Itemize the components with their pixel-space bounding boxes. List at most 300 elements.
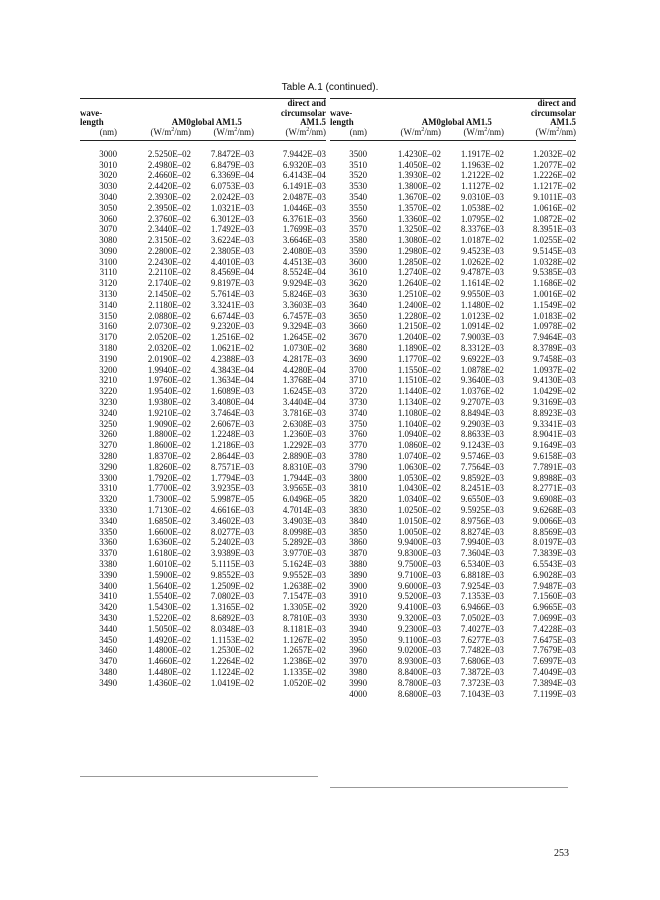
table-row — [80, 332, 326, 343]
cell-global: 9.3640E–03 — [460, 375, 504, 386]
cell-am0: 2.3150E–02 — [147, 235, 191, 246]
cell-wavelength: 3870 — [349, 548, 367, 559]
table-row — [80, 527, 326, 538]
cell-am0: 1.4050E–02 — [397, 159, 441, 170]
cell-direct: 9.1011E–03 — [533, 191, 576, 202]
cell-global: 7.6277E–03 — [460, 634, 504, 645]
cell-global: 8.8274E–03 — [460, 526, 504, 537]
cell-am0: 1.9210E–02 — [147, 407, 191, 418]
table-bottom-rule-right — [330, 787, 568, 788]
cell-am0: 1.5900E–02 — [147, 569, 191, 580]
table-row — [80, 505, 326, 516]
cell-am0: 1.8800E–02 — [147, 429, 191, 440]
table-row — [330, 559, 576, 570]
cell-global: 3.7464E–03 — [210, 407, 254, 418]
table-row — [80, 149, 326, 160]
cell-wavelength: 3170 — [99, 332, 117, 343]
table-row — [330, 570, 576, 581]
cell-direct: 1.2292E–03 — [282, 440, 326, 451]
cell-direct: 9.0066E–03 — [532, 515, 576, 526]
cell-global: 9.2903E–03 — [460, 418, 504, 429]
cell-direct: 9.9294E–03 — [282, 278, 326, 289]
cell-global: 1.0878E–02 — [460, 364, 504, 375]
table-row — [330, 354, 576, 365]
cell-wavelength: 3650 — [349, 310, 367, 321]
unit-wavelength: (nm) — [80, 128, 117, 141]
cell-direct: 1.0937E–02 — [532, 364, 576, 375]
table-row — [330, 149, 576, 160]
cell-global: 9.6550E–03 — [460, 494, 504, 505]
cell-global: 7.8472E–03 — [210, 148, 254, 159]
cell-direct: 8.8923E–03 — [532, 407, 576, 418]
cell-wavelength: 3160 — [99, 321, 117, 332]
cell-direct: 3.6646E–03 — [282, 235, 326, 246]
table-row — [330, 440, 576, 451]
table-row — [80, 386, 326, 397]
cell-direct: 5.1624E–03 — [282, 559, 326, 569]
cell-global: 1.3165E–02 — [210, 602, 254, 613]
data-table-left — [80, 98, 326, 689]
cell-wavelength: 3290 — [99, 461, 117, 472]
cell-global: 6.9466E–03 — [460, 602, 504, 613]
cell-global: 7.9254E–03 — [460, 580, 504, 591]
cell-wavelength: 3310 — [99, 483, 117, 494]
cell-global: 9.6922E–03 — [460, 353, 504, 364]
cell-am0: 9.5200E–03 — [397, 591, 441, 602]
cell-am0: 1.1510E–02 — [397, 375, 441, 386]
table-row — [80, 257, 326, 268]
table-bottom-rule-left — [80, 776, 318, 777]
table-row — [330, 289, 576, 300]
cell-global: 1.0419E–02 — [210, 677, 254, 688]
table-row — [80, 656, 326, 667]
table-row — [330, 527, 576, 538]
cell-am0: 1.0860E–02 — [397, 440, 441, 451]
cell-global: 8.2451E–03 — [460, 483, 504, 494]
cell-global: 1.0621E–02 — [210, 343, 254, 354]
cell-global: 1.0376E–02 — [460, 386, 504, 397]
cell-am0: 2.1450E–02 — [147, 289, 191, 300]
cell-global: 1.2248E–03 — [210, 429, 254, 440]
unit-am0: $(W/m^2/nm)$ — [367, 128, 441, 141]
cell-am0: 1.6600E–02 — [147, 526, 191, 537]
table-row — [80, 635, 326, 646]
cell-direct: 1.0328E–02 — [532, 256, 576, 267]
table-row — [80, 268, 326, 279]
table-row — [80, 300, 326, 311]
cell-direct: 4.4280E–04 — [282, 364, 326, 375]
cell-wavelength: 3300 — [99, 472, 117, 483]
cell-am0: 9.6000E–03 — [397, 580, 441, 591]
table-row — [330, 278, 576, 289]
cell-am0: 2.4980E–02 — [147, 159, 191, 170]
cell-direct: 9.3341E–03 — [532, 418, 576, 429]
cell-global: 7.0802E–03 — [210, 591, 254, 602]
cell-global: 9.4523E–03 — [460, 245, 504, 256]
cell-global: 3.9235E–03 — [210, 483, 254, 494]
table-row — [80, 430, 326, 441]
cell-direct: 2.0487E–03 — [282, 191, 326, 202]
col-header-global: global AM1.5 — [441, 99, 504, 128]
cell-am0: 1.5220E–02 — [147, 612, 191, 623]
cell-am0: 1.0530E–02 — [397, 472, 441, 483]
cell-wavelength: 3960 — [349, 645, 367, 656]
cell-global: 1.0321E–03 — [210, 202, 254, 213]
table-row — [330, 689, 576, 700]
table-row — [80, 440, 326, 451]
cell-global: 1.2122E–02 — [460, 170, 504, 181]
cell-direct: 1.3768E–04 — [282, 375, 326, 386]
cell-global: 1.2186E–03 — [210, 440, 254, 451]
cell-am0: 1.2850E–02 — [397, 256, 441, 267]
cell-direct: 9.3294E–03 — [282, 321, 326, 332]
cell-global: 6.3369E–04 — [210, 170, 254, 181]
cell-wavelength: 3720 — [349, 386, 367, 397]
cell-direct: 7.7891E–03 — [532, 461, 576, 472]
table-row — [80, 645, 326, 656]
cell-direct: 1.1267E–02 — [282, 634, 326, 645]
cell-global: 1.1127E–02 — [461, 181, 504, 192]
cell-direct: 6.9665E–03 — [532, 602, 576, 613]
cell-am0: 1.9760E–02 — [147, 375, 191, 386]
cell-wavelength: 3710 — [349, 375, 367, 386]
table-row — [330, 462, 576, 473]
table-row — [330, 430, 576, 441]
cell-am0: 1.1550E–02 — [397, 364, 441, 375]
cell-wavelength: 4000 — [349, 688, 367, 699]
col-header-direct: direct and circumsolar AM1.5 — [254, 99, 326, 128]
cell-wavelength: 3360 — [99, 537, 117, 548]
cell-wavelength: 3330 — [99, 505, 117, 516]
cell-global: 1.2264E–02 — [210, 656, 254, 667]
cell-direct: 1.2360E–03 — [282, 429, 326, 440]
cell-wavelength: 3750 — [349, 418, 367, 429]
cell-am0: 9.1100E–03 — [398, 634, 441, 645]
cell-am0: 1.2740E–02 — [397, 267, 441, 278]
cell-wavelength: 3600 — [349, 256, 367, 267]
cell-wavelength: 3740 — [349, 407, 367, 418]
cell-wavelength: 3530 — [349, 181, 367, 192]
cell-wavelength: 3820 — [349, 494, 367, 505]
cell-global: 9.2707E–03 — [460, 397, 504, 408]
table-row — [330, 645, 576, 656]
cell-wavelength: 3850 — [349, 526, 367, 537]
col-header-am0: AM0 — [117, 99, 191, 128]
cell-global: 7.0502E–03 — [460, 612, 504, 623]
cell-wavelength: 3490 — [99, 677, 117, 688]
col-header-direct: direct and circumsolar AM1.5 — [504, 99, 576, 128]
cell-am0: 1.0940E–02 — [397, 429, 441, 440]
table-row — [330, 311, 576, 322]
cell-wavelength: 3380 — [99, 559, 117, 569]
cell-am0: 1.7700E–02 — [147, 483, 191, 494]
cell-wavelength: 3950 — [349, 634, 367, 645]
table-row — [80, 343, 326, 354]
cell-global: 1.1153E–02 — [211, 634, 254, 645]
cell-wavelength: 3000 — [99, 148, 117, 159]
cell-wavelength: 3340 — [99, 515, 117, 526]
cell-direct: 1.0429E–02 — [532, 386, 576, 397]
cell-global: 8.6892E–03 — [210, 612, 254, 623]
table-row — [80, 419, 326, 430]
col-header-global: global AM1.5 — [191, 99, 254, 128]
cell-am0: 2.4420E–02 — [147, 181, 191, 192]
cell-direct: 7.9464E–03 — [532, 332, 576, 343]
cell-wavelength: 3040 — [99, 191, 117, 202]
cell-direct: 7.6475E–03 — [532, 634, 576, 645]
cell-am0: 1.1080E–02 — [397, 407, 441, 418]
table-row — [330, 170, 576, 181]
cell-wavelength: 3050 — [99, 202, 117, 213]
cell-direct: 9.5385E–03 — [532, 267, 576, 278]
table-row — [330, 376, 576, 387]
cell-global: 6.8818E–03 — [460, 569, 504, 580]
cell-wavelength: 3180 — [99, 343, 117, 354]
cell-direct: 1.2077E–02 — [532, 159, 576, 170]
cell-direct: 2.6308E–03 — [282, 418, 326, 429]
table-row — [330, 516, 576, 527]
cell-global: 8.3312E–03 — [460, 343, 504, 354]
cell-global: 1.0795E–02 — [460, 213, 504, 224]
cell-am0: 2.0730E–02 — [147, 321, 191, 332]
cell-wavelength: 3730 — [349, 397, 367, 408]
table-row — [80, 235, 326, 246]
cell-wavelength: 3420 — [99, 602, 117, 613]
cell-global: 1.1480E–02 — [460, 299, 504, 310]
table-row — [80, 376, 326, 387]
cell-direct: 7.4049E–03 — [532, 666, 576, 677]
cell-global: 8.3376E–03 — [460, 224, 504, 235]
cell-am0: 8.8400E–03 — [397, 666, 441, 677]
cell-am0: 9.7500E–03 — [397, 559, 441, 569]
table-row — [80, 591, 326, 602]
cell-wavelength: 3770 — [349, 440, 367, 451]
cell-am0: 2.3950E–02 — [147, 202, 191, 213]
cell-direct: 1.1335E–02 — [282, 666, 326, 677]
cell-direct: 8.8310E–03 — [282, 461, 326, 472]
cell-am0: 1.1040E–02 — [397, 418, 441, 429]
cell-global: 1.1224E–02 — [210, 666, 254, 677]
cell-am0: 1.8370E–02 — [147, 451, 191, 462]
table-row — [330, 192, 576, 203]
cell-am0: 2.2430E–02 — [147, 256, 191, 267]
cell-global: 2.3805E–03 — [210, 245, 254, 256]
cell-wavelength: 3690 — [349, 353, 367, 364]
cell-am0: 1.6180E–02 — [147, 548, 191, 559]
cell-wavelength: 3430 — [99, 612, 117, 623]
cell-wavelength: 3630 — [349, 289, 367, 300]
cell-am0: 1.6360E–02 — [147, 537, 191, 548]
cell-global: 1.1614E–02 — [460, 278, 504, 289]
cell-direct: 8.0197E–03 — [532, 537, 576, 548]
cell-global: 5.1115E–03 — [211, 559, 254, 569]
cell-am0: 2.0520E–02 — [147, 332, 191, 343]
table-row — [80, 192, 326, 203]
table-row — [330, 678, 576, 689]
cell-am0: 1.2640E–02 — [397, 278, 441, 289]
cell-wavelength: 3980 — [349, 666, 367, 677]
cell-wavelength: 3270 — [99, 440, 117, 451]
table-row — [330, 451, 576, 462]
cell-global: 7.9940E–03 — [460, 537, 504, 548]
cell-direct: 4.4513E–03 — [282, 256, 326, 267]
table-row — [330, 322, 576, 333]
cell-direct: 1.2638E–02 — [282, 580, 326, 591]
cell-wavelength: 3080 — [99, 235, 117, 246]
table-row — [330, 386, 576, 397]
cell-am0: 2.0880E–02 — [147, 310, 191, 321]
cell-direct: 9.8988E–03 — [532, 472, 576, 483]
cell-wavelength: 3540 — [349, 191, 367, 202]
cell-am0: 1.9540E–02 — [147, 386, 191, 397]
table-row — [330, 548, 576, 559]
cell-direct: 8.2771E–03 — [532, 483, 576, 494]
table-row — [330, 203, 576, 214]
cell-global: 9.9550E–03 — [460, 289, 504, 300]
cell-am0: 9.7100E–03 — [397, 569, 441, 580]
cell-am0: 1.1340E–02 — [397, 397, 441, 408]
table-row — [80, 170, 326, 181]
cell-direct: 3.3603E–03 — [282, 299, 326, 310]
cell-global: 6.3012E–03 — [210, 213, 254, 224]
cell-wavelength: 3030 — [99, 181, 117, 192]
cell-direct: 8.5524E–04 — [282, 267, 326, 278]
table-row — [80, 365, 326, 376]
cell-am0: 2.2110E–02 — [148, 267, 191, 278]
cell-am0: 1.5430E–02 — [147, 602, 191, 613]
cell-am0: 9.0200E–03 — [397, 645, 441, 656]
table-row — [80, 408, 326, 419]
col-header-am0: AM0 — [367, 99, 441, 128]
cell-direct: 5.8246E–03 — [282, 289, 326, 300]
cell-direct: 1.0978E–02 — [532, 321, 576, 332]
table-row — [80, 613, 326, 624]
cell-wavelength: 3410 — [99, 591, 117, 602]
cell-am0: 1.1440E–02 — [397, 386, 441, 397]
cell-wavelength: 3350 — [99, 526, 117, 537]
cell-global: 1.2509E–02 — [210, 580, 254, 591]
cell-global: 9.8592E–03 — [460, 472, 504, 483]
cell-global: 3.3241E–03 — [210, 299, 254, 310]
cell-direct: 7.4228E–03 — [532, 623, 576, 634]
cell-direct: 1.1549E–02 — [532, 299, 576, 310]
cell-wavelength: 3470 — [99, 656, 117, 667]
table-row — [80, 181, 326, 192]
cell-global: 2.6067E–03 — [210, 418, 254, 429]
cell-am0: 1.7300E–02 — [147, 494, 191, 505]
cell-global: 3.4602E–03 — [210, 515, 254, 526]
cell-am0: 1.0630E–02 — [397, 461, 441, 472]
cell-direct: 6.9028E–03 — [532, 569, 576, 580]
cell-direct: 1.0446E–03 — [282, 202, 326, 213]
cell-am0: 1.3250E–02 — [397, 224, 441, 235]
cell-am0: 2.0320E–02 — [147, 343, 191, 354]
unit-am0: $(W/m^2/nm)$ — [117, 128, 191, 141]
cell-global: 6.0753E–03 — [210, 181, 254, 192]
table-row — [80, 160, 326, 171]
table-row — [80, 624, 326, 635]
cell-wavelength: 3250 — [99, 418, 117, 429]
table-title: Table A.1 (continued). — [281, 82, 379, 93]
cell-global: 7.3604E–03 — [460, 548, 504, 559]
cell-am0: 9.2300E–03 — [397, 623, 441, 634]
cell-wavelength: 3510 — [349, 159, 367, 170]
cell-am0: 1.3360E–02 — [397, 213, 441, 224]
cell-direct: 6.4143E–04 — [282, 170, 326, 181]
cell-direct: 8.1181E–03 — [283, 623, 326, 634]
cell-direct: 6.5543E–03 — [532, 559, 576, 569]
table-row — [80, 516, 326, 527]
cell-direct: 1.7944E–03 — [282, 472, 326, 483]
table-row — [330, 473, 576, 484]
cell-wavelength: 3440 — [99, 623, 117, 634]
cell-direct: 3.4404E–04 — [282, 397, 326, 408]
cell-global: 9.2320E–03 — [210, 321, 254, 332]
table-row — [80, 494, 326, 505]
cell-wavelength: 3570 — [349, 224, 367, 235]
cell-global: 8.0348E–03 — [210, 623, 254, 634]
table-row — [330, 613, 576, 624]
cell-direct: 4.2817E–03 — [282, 353, 326, 364]
cell-global: 7.3723E–03 — [460, 677, 504, 688]
cell-direct: 8.7810E–03 — [282, 612, 326, 623]
cell-wavelength: 3220 — [99, 386, 117, 397]
cell-direct: 8.3951E–03 — [532, 224, 576, 235]
cell-global: 1.1917E–02 — [460, 148, 504, 159]
cell-wavelength: 3680 — [349, 343, 367, 354]
cell-am0: 1.1770E–02 — [397, 353, 441, 364]
cell-direct: 9.6908E–03 — [532, 494, 576, 505]
cell-am0: 9.4100E–03 — [397, 602, 441, 613]
cell-am0: 1.1890E–02 — [397, 343, 441, 354]
cell-global: 7.7482E–03 — [460, 645, 504, 656]
cell-am0: 1.0250E–02 — [397, 505, 441, 516]
cell-global: 6.6744E–03 — [210, 310, 254, 321]
cell-direct: 9.6268E–03 — [532, 505, 576, 516]
table-row — [80, 678, 326, 689]
table-row — [80, 473, 326, 484]
cell-am0: 1.8600E–02 — [147, 440, 191, 451]
cell-global: 8.0277E–03 — [210, 526, 254, 537]
data-table-right — [330, 98, 576, 699]
cell-wavelength: 3450 — [99, 634, 117, 645]
cell-direct: 2.4080E–03 — [282, 245, 326, 256]
cell-global: 9.1243E–03 — [460, 440, 504, 451]
cell-am0: 1.5050E–02 — [147, 623, 191, 634]
cell-direct: 7.1199E–03 — [533, 688, 576, 699]
cell-wavelength: 3010 — [99, 159, 117, 170]
cell-global: 1.0187E–02 — [460, 235, 504, 246]
cell-am0: 1.0340E–02 — [397, 494, 441, 505]
cell-global: 5.7614E–03 — [210, 289, 254, 300]
cell-wavelength: 3670 — [349, 332, 367, 343]
cell-wavelength: 3370 — [99, 548, 117, 559]
cell-am0: 1.0430E–02 — [397, 483, 441, 494]
cell-direct: 6.1491E–03 — [282, 181, 326, 192]
cell-direct: 3.9565E–03 — [282, 483, 326, 494]
cell-direct: 1.1217E–02 — [532, 181, 576, 192]
cell-wavelength: 3940 — [349, 623, 367, 634]
cell-direct: 7.1560E–03 — [532, 591, 576, 602]
table-row — [330, 160, 576, 171]
cell-direct: 1.2386E–02 — [282, 656, 326, 667]
cell-am0: 1.6850E–02 — [147, 515, 191, 526]
cell-wavelength: 3660 — [349, 321, 367, 332]
table-row — [330, 332, 576, 343]
table-row — [330, 656, 576, 667]
cell-global: 7.3872E–03 — [460, 666, 504, 677]
cell-global: 2.8644E–03 — [210, 451, 254, 462]
